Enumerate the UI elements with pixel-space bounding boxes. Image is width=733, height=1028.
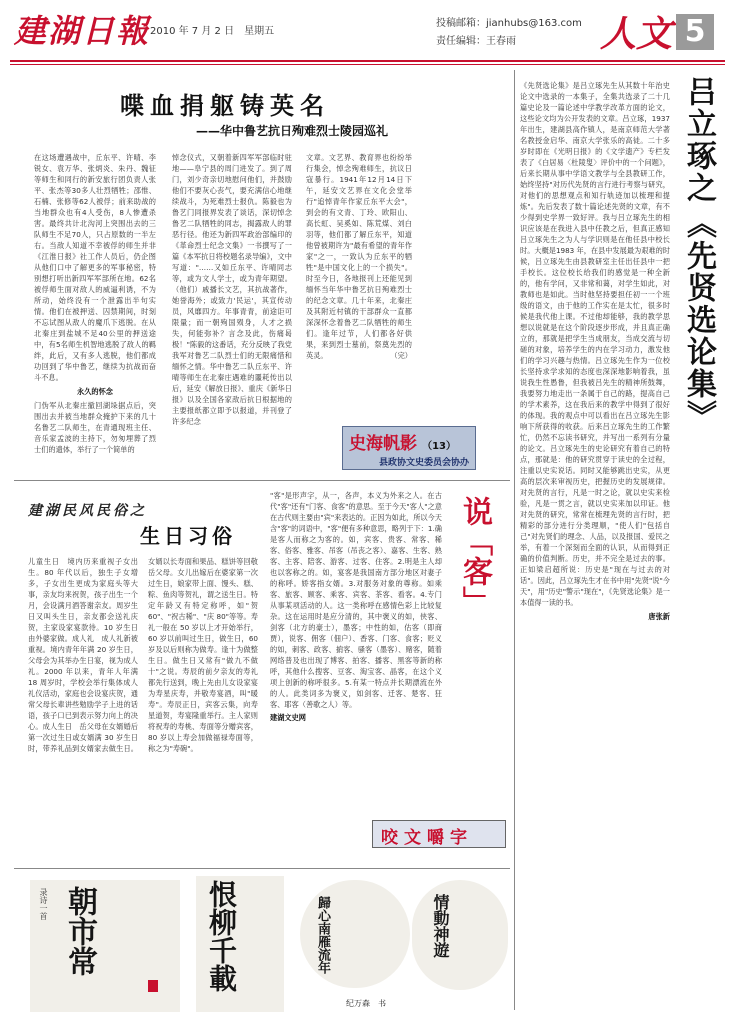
calligraphy-text-1: 朝市常: [62, 886, 97, 976]
column-divider-right: [514, 70, 515, 1010]
section-title: 人文: [600, 13, 673, 55]
calligraphy-text-3: 歸心南雁流年: [315, 896, 330, 974]
section-divider-bottom: [14, 868, 510, 869]
masthead-rule-thin: [10, 64, 725, 65]
main-article-end-mark: （完）: [390, 351, 412, 360]
main-article-col-2: 悼念仪式，又朝着新四军军部临时驻地——阜宁县的周门进发了。到了周门，刘少奇亲切地慰问他们，并鼓励他们不要灰心丧气，要充满信心地继续战斗，为死难烈士报仇。陈毅也为鲁艺门同报界发表了谈话，深切悼念鲁艺二队牺牲的同志，揭露敌人的罪恶行径。他还为新四军政治部编印的《革命烈士纪念文集》一书撰写了一篇《本军抗日将校题名录导编》，文中写道："……又如丘东平、许晴同志等，或为文人学士，或为青年期望。（他们）戚播长文艺，其抗战著作，她誉海外；或致力'民运'，其宣传动员，风靡四方。年事青青，前途讵可限量；而一朝殉国殒身，人才之损失，何能弥补？言念及此，伤痛曷极！"陈毅的这番话，充分反映了我党我军对鲁艺二队烈士们的无限痛惜和缅怀之情。华中鲁艺二队丘东平、许晴等师生在北秦庄遇难的噩耗传出以后，延安《解放日报》、重庆《新华日报》以及全国各家敌后抗日根据地的主要报纸都立即予以报道，并刊登了许多纪念: [172, 153, 292, 426]
submission-email: 投稿邮箱：jianhubs@163.com: [436, 18, 582, 29]
newspaper-logo: 建湖日報: [14, 12, 151, 50]
page-number-badge: 5: [676, 14, 714, 50]
calligraphy-work-3-fan: [300, 880, 410, 988]
main-article-col-3: [306, 152, 412, 420]
calligraphy-work-4-fan: [412, 880, 508, 990]
red-seal-icon: [148, 980, 158, 992]
side-article-title-part2: 《先贤选论集》: [681, 208, 716, 432]
main-article-col-1: [34, 152, 156, 457]
issue-date: 2010 年 7 月 2 日 星期五: [150, 26, 275, 37]
masthead-rule: [10, 60, 725, 62]
calligraphy-text-2: 恨柳千載: [205, 880, 238, 992]
responsible-editor: 责任编辑：王春雨: [436, 36, 516, 47]
side-article-text: 《先贤选论集》是吕立琢先生从其数十年治史论文中选录的一本集子，全集共选录了二十几篇史论及一篇论述中学教学改革方面的论文，这些论文均为公开发表的文章。吕立琢，1937 年出生，建湖县高作镇人，是南京师范大学著名教授金启华、南京大学张乐的高徒。二十多岁时即在《光明日报》的《文学遗产》专栏发表了《白居易〈杜陵叟〉评价中的一个问题》，后来长期从事中学语文教学与全县教研工作，始终坚持"对历代先贤的言行进行考察与研究，对他们的思想观点和知行轨迹加以梳理和提炼"。先后发表了数十篇论述先贤的文章，有不少得到史学界一致好评。我与吕立琢先生的相识应该是在我进入县中任教之后，但真正感知吕立琢先生之为人与学识则是在他任县中校长时。大概是1983 年，在县中发展最为艰难的时候，吕立琢先生由县教研室主任出任县中一把手校长。这位校长给我们的感觉是一种全新的，他有学问，又非常和蔼，对学生如此，对教师也是如此。当时他坚持要担任初一一个班级的语文，由于他的工作实在是太忙，很多时候是我代他上课。不过他却能够，我的教学思想以说就是在这个阶段逐步形成，并且真正确立的，那就是把学生当成朋友，当成交流与切磋的对象，培养学生的内在学习动力，激发他们的学习兴趣与热情。吕立琢先生作为一位校长坚持求学求知的态度也深深地影响着我，虽说我生性愚鲁，但我被吕先生的精神所鼓舞，我要努力地走出一条属于自己的路，提高自己的学术素养，这在我后来的教学中得到了很好的体现。我的观点中可以看出在吕立琢先生影响下所获得的收获。后来吕立琢先生的工作繁忙，仍然不忘读书研究，并写出一系列有分量的论文。吕立琢先生的史论研究有着自己的特点，那就是：他的研究贯穿于读史的全过程，注重以史实说话。同时又能够跳出史实，从更高的层次来审视历史，把握历史的发展规律。对先贤的言行，凡是一时之论，就以史实来检验，凡是一贯之言，就以史实来加以印证。他对先贤的研究，常常在梳理先贤的言行时，把精彩的部分进行分类理顺，"使人们"包括自己"对先贤们的理念、人品，以及报国、爱民之举，有着一个深刻而全面的认识，从而得到正确的价值判断。历史，并不完全是过去的事。正如梁启超所说：历史是"现在与过去的对话"。因此，吕立琢先生才在书中用"先贤"说"今天"，用"历史"警示"现在"，《先贤选论集》是一本值得一读的书。: [520, 81, 670, 607]
ke-article-source: 建湖文史网: [270, 713, 306, 722]
folk-article-series-title: 建湖民风民俗之: [28, 503, 147, 519]
main-article-title: 喋血捐躯铸英名: [120, 91, 330, 120]
calligraphy-work-2: [196, 876, 284, 1012]
calligraphy-text-4: 情動神遊: [431, 894, 450, 958]
history-column-source: 县政协文史委员会协办: [379, 458, 470, 468]
side-article-author: 唐张新: [648, 612, 670, 621]
main-article-subtitle: ——华中鲁艺抗日殉难烈士陵园巡礼: [196, 124, 389, 138]
ke-article-body: [270, 490, 442, 858]
folk-article-body: 儿童生日 境内历来重视子女出生。80 年代以后，独生子女增多，子女出生更成为家庭头等大事，亲友均来祝贺，孩子出生一个月，会设满月酒答谢亲友。周岁生日又叫头生日，亲友都会送礼庆贺，主家设家宴款待。10 岁生日由外婆家做。成人礼 成人礼新被重视。境内青年年满 20 岁生日，父母会为其举办生日宴，视为成人礼。2000 年以来，青年人年满 18 周岁时，学校会举行集体成人礼仪活动，家庭也会设宴庆贺，通常父母长辈讲些勉励学子上进的话语，孩子口已到表示努力向上的决心。成人生日 岳父母在女婿婚后第一次过生日或女婿满 30 岁生日时，带养礼品到女婿家去做生日。女婿以长寿面和果品、糕饼等回敬岳父母。女儿出嫁后在婆家第一次过生日，娘家带上面、馒头、糕、粽、鱼肉等贺礼，谓之送生日。特定年龄又有特定称呼，如"贺 60"、"祝古稀"、"庆 80"等等。寿礼一般在 50 岁以上才开始举行，60 岁以前叫过生日，做生日，60 岁及以后则称为做寿。逢十为做整生日。做生日又常有"做九不做十"之说。寿辰的前夕亲友的寿礼都先行送到，晚上先由儿女设家宴为寿星庆寿，并敬寿宴酒，叫"暖寿"。寿辰正日，宾客云集，向寿星道贺，寿宴隆重举行。主人家则将祝寿的寿桃、寿面等分赠宾客，80 岁以上寿会加做福禄寿面等，称之为"寿碗"。: [28, 557, 258, 753]
main-article-col-1b-text: 门伪军从北秦庄撤回湖垛据点后，突围出去并被当地群众掩护下来的几十名鲁艺二队师生，在青通现班主任、音乐家孟波的主持下，勿匆埋葬了烈士们的遗体，举行了一个简单的: [34, 401, 156, 454]
wordplay-column-badge: [372, 820, 506, 848]
side-article-title-part1: 吕立琢之: [681, 76, 716, 204]
calligraphy-caption: 纪万森 书: [346, 999, 386, 1008]
main-article-section-heading: 永久的怀念: [77, 387, 113, 396]
folk-article-title: 生日习俗: [140, 524, 236, 548]
section-divider-middle: [14, 480, 510, 481]
calligraphy-work-1: [30, 880, 180, 1012]
history-column-title: 史海帆影: [349, 434, 417, 454]
history-column-issue: （13）: [422, 441, 457, 452]
ke-article-text: "客"是形声字，从一，各声，本义为外来之人。在古代"客"还有"门客、食客"的意思。至于今天"客人"之意在古代则主要由"宾"来表达的。正因为如此，所以今天含"客"的词语中，"客"便有多种意思，略列于下：1.确是客人而称之为客的。如，宾客、贵客、常客、稀客、俗客、雅客、吊客（吊丧之客）、嘉客、生客、熟客、主客、陪客、游客、过客、住客。2.明是主人却也以客称之的。如，宴客是我国南方部分地区对妻子的称呼。娇客指女婿。3.对服务对象的尊称。如乘客、旅客、顾客、乘客、宾客、茶客、看客。4.专门从事某项活动的人。这一类称呼在感情色彩上比较复杂。这在运用时是应分清的，其中褒义的如，侠客、剑客（北方的豪士），墨客；中性的如，估客（即商贾），说客、佣客（佃户）、香客、门客、食客；贬义的如，刺客、政客、掮客、骚客（墨客）、赌客，随着网络普及也出现了博客、拍客、播客、黑客等新的称呼，其他什么搜客、豆客、淘宝客、晶客，在这个义项上创新的称呼很多。5.有某一特点并长期漂流在外的人。此类词多为褒义，如剑客、迁客、楚客、狂客、耶客（善歌之人）等。: [270, 491, 442, 709]
wordplay-column-title: 咬文嚼字: [381, 828, 473, 848]
main-article-col-3-text: 文章。文艺界、教育界也纷纷举行集会，悼念殉难师生，抗议日寇暴行。1941年12月14日下午，延安文艺界在文化会堂举行"追悼青年作家丘东平大会"，到会的有文青、丁玲、欧阳山、高长虹、吴奚如、陈荒煤、刘白羽等，他们都了解丘东平，知道他曾被期许为"最有希望的青年作家"之一，一致认为丘东平的牺牲"是中国文化上的一个损失"。时至今日，各地报刊上还能见到缅怀当年华中鲁艺抗日殉难烈士的纪念文章。几十年来，北秦庄及其附近村镇的干部群众一直都深深怀念着鲁艺二队牺牲的师生们。逢年过节，人们都各好供果，来到烈士墓前，祭奠先烈的英灵。: [306, 153, 412, 360]
ke-article-title: 说「客」: [457, 496, 492, 616]
history-column-badge: [342, 426, 476, 470]
main-article-col-1-text: 在这场遭遇战中，丘东平、许晴、李锐女、袁万华、张炳炎、朱丹、魏征等师生和同行的新安旅行团负责人张平、张杰等30多人壮烈牺牲；邵惟、石楠、张修等62人被俘；前来助战的当地群众也有4人受伤，8人惨遭杀害。最终共计北沟河上突围出去的三队师生不足70人，只占原数的一半左右。当敌人知道不幸被俘的师生并非《江淮日报》社工作人员后，仍企图从他们口中了解更多的军事秘密，特别想打听出新四军军部所在地。62名被俘师生面对敌人的威逼利诱，不为所动，始终没有一个泄露出半句实情。他们在被押送、囚禁期间，时刻不忘试图从敌人的魔爪下逃脱。在从北秦庄到盐城不足40公里的押送途中，有5名师生机智地逃脱了敌人的羁绊，此后，又有多人逃脱，他们都成功回到了华中鲁艺，继续为抗战而奋斗不息。: [34, 153, 156, 382]
side-article-title: [676, 76, 724, 432]
calligraphy-inscription: 录诗一首: [39, 888, 48, 920]
side-article-body: [520, 80, 670, 1010]
